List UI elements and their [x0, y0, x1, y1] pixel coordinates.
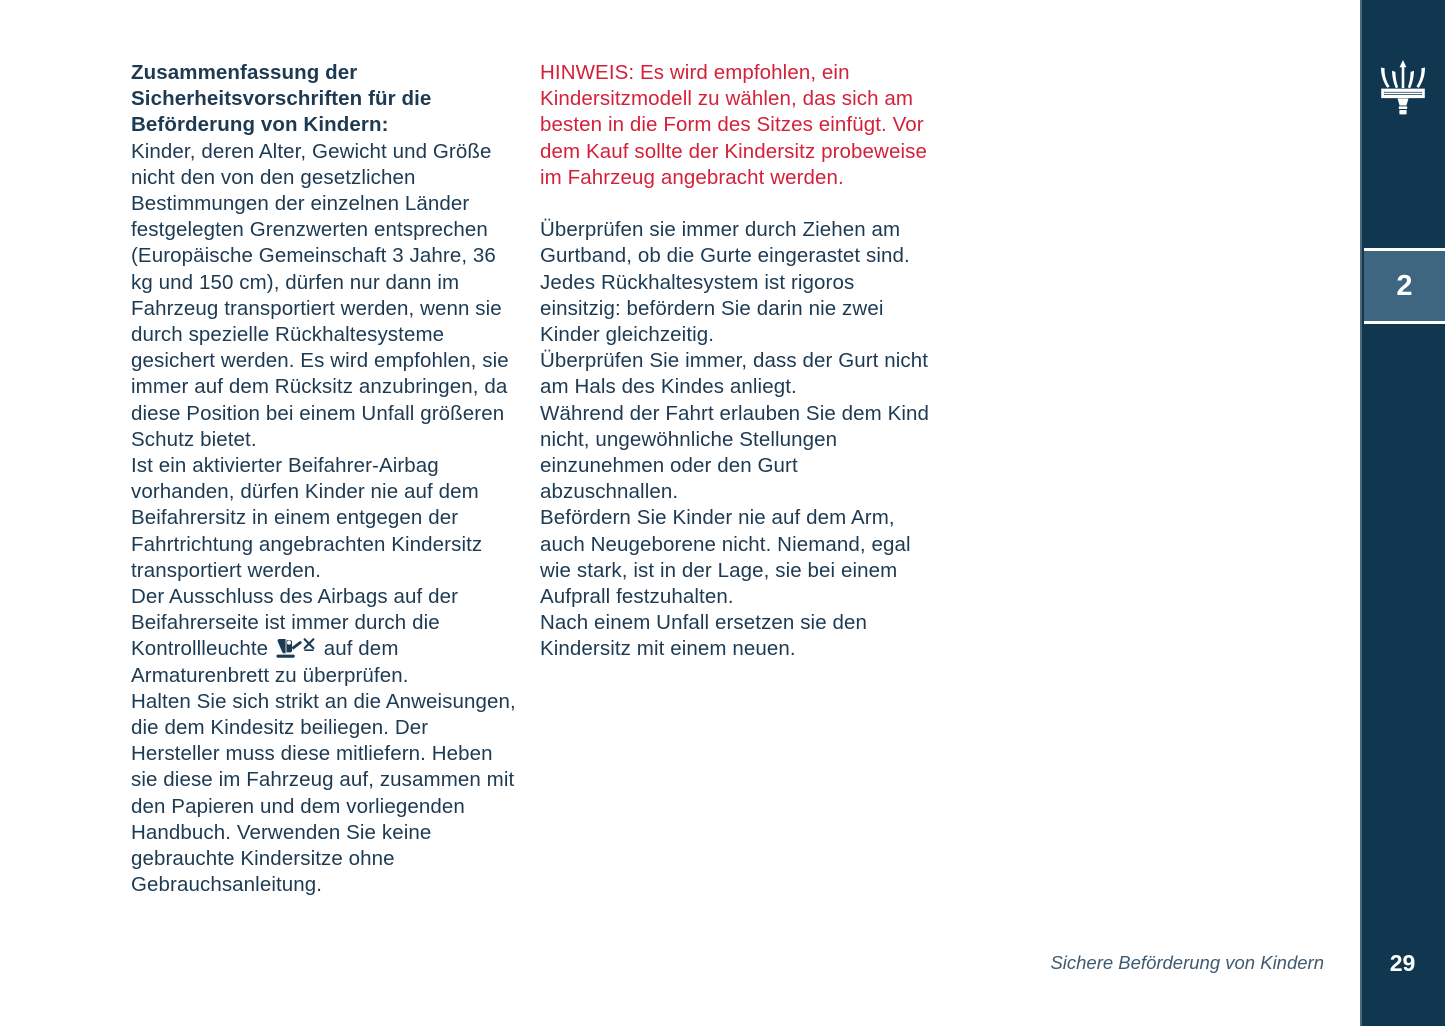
chapter-number-tab[interactable]: [1364, 248, 1445, 324]
right-paragraph-3: Überprüfen Sie immer, dass der Gurt nicht am Hals des Kindes anliegt.: [540, 349, 929, 399]
note-hinweis: HINWEIS: Es wird empfohlen, ein Kindersitzmodell zu wählen, das sich am besten in die Form des Sitzes einfügt. Vor dem Kauf sollte der Kindersitz probeweise im Fahrzeug angebracht werden.: [540, 61, 927, 189]
right-paragraph-1: Überprüfen sie immer durch Ziehen am Gurtband, ob die Gurte eingerastet sind.: [540, 218, 910, 268]
chapter-number-label: 2: [1396, 269, 1413, 302]
left-paragraph-1: Kinder, deren Alter, Gewicht und Größe nicht den von den gesetzlichen Bestimmungen der einzelnen Länder festgelegten Grenzwerten entsprechen (Europäische Gemeinschaft 3 Jahre, 36 kg und 150 cm), dürfen nur dann im Fahrzeug transportiert werden, wenn sie durch spezielle Rückhaltesysteme gesichert werden. Es wird empfohlen, sie immer auf dem Rücksitz anzubringen, da diese Position bei einem Unfall größeren Schutz bietet.: [131, 139, 509, 451]
right-paragraph-6: Nach einem Unfall ersetzen sie den Kindersitz mit einem neuen.: [540, 611, 868, 661]
page-number: 29: [1389, 950, 1416, 976]
chapter-sidebar: [1356, 0, 1445, 1026]
right-paragraph-4: Während der Fahrt erlauben Sie dem Kind nicht, ungewöhnliche Stellungen einzunehmen oder den Gurt abzuschnallen.: [540, 401, 930, 504]
left-closing-paragraph: Halten Sie sich strikt an die Anweisungen, die dem Kindesitz beiliegen. Der Hersteller muss diese mitliefern. Heben sie diese im Fahrzeug auf, zusammen mit den Papieren und dem vorliegenden Handbuch. Verwenden Sie keine gebrauchte Kindersitze ohne Gebrauchsanleitung.: [131, 689, 516, 897]
maserati-trident-icon: [1376, 58, 1430, 120]
child-seat-airbag-off-icon: [276, 636, 316, 660]
airbag-paragraph-text-before: Der Ausschluss des Airbags auf der Beifahrerseite ist immer durch die Kontrollleuchte: [131, 585, 459, 661]
column-spacer: [540, 191, 932, 217]
airbag-paragraph-text-after: auf dem Armaturenbrett zu überprüfen.: [131, 637, 409, 687]
section-heading: Zusammenfassung der Sicherheitsvorschriften für die Beförderung von Kindern:: [131, 61, 432, 137]
airbag-indicator-paragraph: [131, 584, 521, 689]
sidebar-inner-border: [1360, 0, 1445, 1026]
left-paragraph-2: Ist ein aktivierter Beifahrer-Airbag vorhanden, dürfen Kinder nie auf dem Beifahrersitz in einem entgegen der Fahrtrichtung angebrachten Kindersitz transportiert werden.: [131, 454, 483, 582]
right-text-column: [540, 60, 932, 663]
right-paragraph-5: Befördern Sie Kinder nie auf dem Arm, auch Neugeborene nicht. Niemand, egal wie stark, ist in der Lage, sie bei einem Aufprall festzuhalten.: [540, 506, 911, 609]
right-paragraph-2: Jedes Rückhaltesystem ist rigoros einsitzig: befördern Sie darin nie zwei Kinder gleichzeitig.: [540, 270, 884, 347]
footer-chapter-title: Sichere Beförderung von Kindern: [1050, 952, 1324, 973]
left-text-column: [131, 60, 521, 899]
